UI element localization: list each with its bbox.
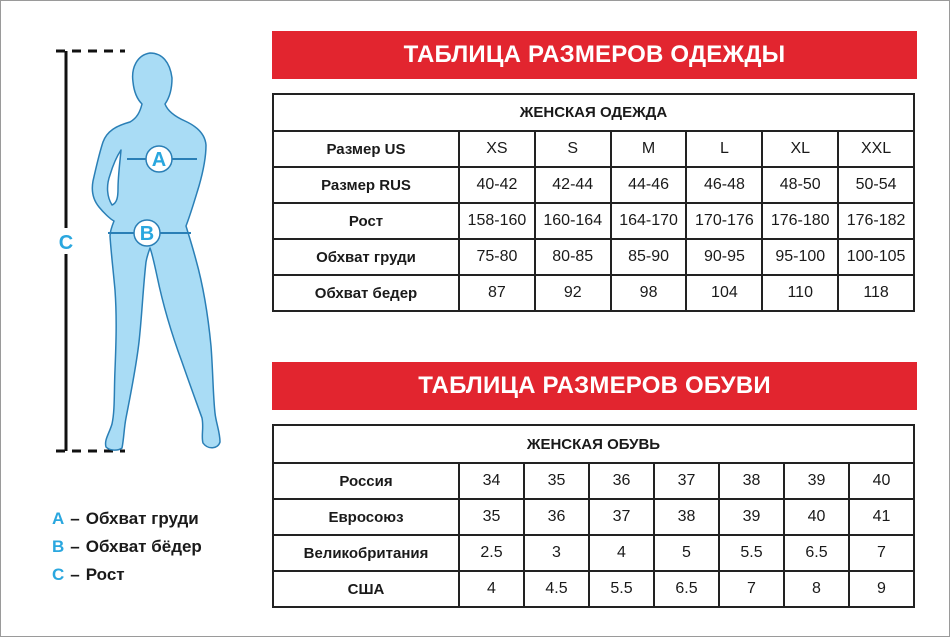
legend-text: Обхват бёдер	[85, 537, 202, 556]
size-cell: XL	[762, 131, 838, 167]
legend-row-chest	[52, 505, 202, 533]
row-label: Великобритания	[273, 535, 459, 571]
row-label: США	[273, 571, 459, 607]
size-cell: 104	[686, 275, 762, 311]
size-cell: 38	[654, 499, 719, 535]
legend-text: Обхват груди	[85, 509, 199, 528]
size-cell: 80-85	[535, 239, 611, 275]
size-cell: 35	[459, 499, 524, 535]
table-row	[273, 203, 914, 239]
table-row	[273, 463, 914, 499]
size-cell: 5	[654, 535, 719, 571]
table-row	[273, 167, 914, 203]
legend-letter: C	[52, 565, 65, 584]
size-cell: 39	[784, 463, 849, 499]
marker-a-label: A	[151, 149, 167, 171]
row-label: Размер US	[273, 131, 459, 167]
size-cell: M	[611, 131, 687, 167]
marker-c-label: C	[58, 232, 74, 254]
size-cell: 8	[784, 571, 849, 607]
legend-dash: –	[70, 537, 80, 556]
size-cell: 48-50	[762, 167, 838, 203]
legend-dash: –	[70, 565, 80, 584]
size-cell: 75-80	[459, 239, 535, 275]
legend-letter: B	[52, 537, 65, 556]
legend-dash: –	[70, 509, 80, 528]
size-cell: 4	[459, 571, 524, 607]
row-label: Евросоюз	[273, 499, 459, 535]
table-caption-row	[273, 94, 914, 131]
size-cell: XXL	[838, 131, 914, 167]
size-cell: 46-48	[686, 167, 762, 203]
legend-row-height	[52, 561, 202, 589]
size-cell: 7	[849, 535, 914, 571]
size-cell: 98	[611, 275, 687, 311]
legend-text: Рост	[85, 565, 125, 584]
table-caption-row	[273, 425, 914, 463]
row-label: Обхват бедер	[273, 275, 459, 311]
size-cell: 40	[849, 463, 914, 499]
size-cell: 176-180	[762, 203, 838, 239]
shoes-banner-title: ТАБЛИЦА РАЗМЕРОВ ОБУВИ	[272, 362, 917, 410]
size-cell: 4.5	[524, 571, 589, 607]
clothes-banner-title: ТАБЛИЦА РАЗМЕРОВ ОДЕЖДЫ	[272, 31, 917, 79]
size-cell: 118	[838, 275, 914, 311]
woman-silhouette	[92, 53, 220, 450]
size-cell: 158-160	[459, 203, 535, 239]
table-row	[273, 239, 914, 275]
size-cell: 41	[849, 499, 914, 535]
size-cell: 7	[719, 571, 784, 607]
table-row	[273, 535, 914, 571]
legend-letter: A	[52, 509, 65, 528]
size-cell: 4	[589, 535, 654, 571]
row-label: Размер RUS	[273, 167, 459, 203]
size-cell: 40	[784, 499, 849, 535]
size-cell: 110	[762, 275, 838, 311]
size-cell: 160-164	[535, 203, 611, 239]
size-cell: 36	[524, 499, 589, 535]
size-cell: 90-95	[686, 239, 762, 275]
row-label: Обхват груди	[273, 239, 459, 275]
table-row	[273, 131, 914, 167]
body-measurement-figure	[0, 0, 270, 480]
size-cell: S	[535, 131, 611, 167]
size-cell: 37	[654, 463, 719, 499]
size-cell: 85-90	[611, 239, 687, 275]
size-cell: 39	[719, 499, 784, 535]
table-caption: ЖЕНСКАЯ ОДЕЖДА	[273, 94, 914, 131]
size-cell: 50-54	[838, 167, 914, 203]
marker-b-label: B	[139, 223, 155, 245]
row-label: Россия	[273, 463, 459, 499]
size-cell: 37	[589, 499, 654, 535]
shoes-size-table	[272, 424, 915, 608]
size-cell: 9	[849, 571, 914, 607]
size-cell: 6.5	[654, 571, 719, 607]
size-cell: 95-100	[762, 239, 838, 275]
size-cell: 34	[459, 463, 524, 499]
legend-row-hips	[52, 533, 202, 561]
size-cell: 92	[535, 275, 611, 311]
size-cell: 3	[524, 535, 589, 571]
size-cell: 35	[524, 463, 589, 499]
size-cell: 38	[719, 463, 784, 499]
size-cell: 164-170	[611, 203, 687, 239]
table-row	[273, 499, 914, 535]
table-row	[273, 571, 914, 607]
size-cell: 176-182	[838, 203, 914, 239]
size-cell: 87	[459, 275, 535, 311]
size-cell: L	[686, 131, 762, 167]
size-cell: 42-44	[535, 167, 611, 203]
size-cell: 100-105	[838, 239, 914, 275]
measurement-legend	[52, 505, 202, 589]
size-cell: 40-42	[459, 167, 535, 203]
size-cell: 5.5	[589, 571, 654, 607]
size-cell: 6.5	[784, 535, 849, 571]
size-cell: 2.5	[459, 535, 524, 571]
size-cell: 5.5	[719, 535, 784, 571]
table-caption: ЖЕНСКАЯ ОБУВЬ	[273, 425, 914, 463]
size-cell: 44-46	[611, 167, 687, 203]
size-cell: XS	[459, 131, 535, 167]
row-label: Рост	[273, 203, 459, 239]
clothes-size-table	[272, 93, 915, 312]
size-cell: 170-176	[686, 203, 762, 239]
size-cell: 36	[589, 463, 654, 499]
table-row	[273, 275, 914, 311]
